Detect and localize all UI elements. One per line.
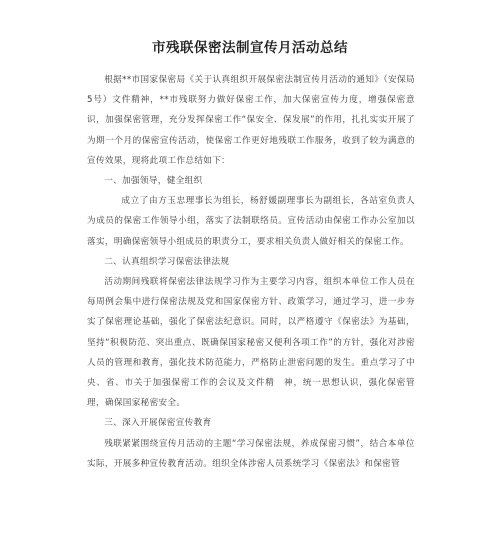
section-3-paragraph: 残联紧紧围绕宣传月活动的主题“学习保密法规，养成保密习惯”，结合本单位实际，开展多种宣传教育活动。组织全体涉密人员系统学习《保密法》和保密管 — [87, 438, 415, 469]
section-2-paragraph: 活动期间残联将保密法律法规学习作为主要学习内容，组织本单位工作人员在每周例会集中进行保密法规及党和国家保密方针、政策学习，通过学习，进一步夯实了保密理论基础，强化了保密法纪意识。同时，以严格遵守《保密法》为基础，坚持“积极防范、突出重点、既确保国家秘密又便利各项工作”的方针，强化对涉密人员的管理和教育，强化技术防范能力，严格防止泄密问题的发生。重点学习了中央、省、市关于加强保密工作的会议及文件精 神，统一思想认识，强化保密管理，确保国家秘密安全。 — [87, 277, 415, 409]
section-1-paragraph: 成立了由方玉忠理事长为组长，杨舒媛副理事长为副组长，各站室负责人为成员的保密工作领导小组，落实了法制联络员。宣传活动由保密工作办公室加以落实，明确保密领导小组成员的职责分工，要求相关负责人做好相关的保密工作。 — [87, 196, 415, 247]
document-title: 市残联保密法制宣传月活动总结 — [152, 40, 348, 56]
section-heading-3: 三、深入开展保密宣传教育 — [104, 418, 212, 429]
document-body — [87, 70, 415, 474]
intro-paragraph: 根据**市国家保密局《关于认真组织开展保密法制宣传月活动的通知》（安保局5号）文件精神，**市残联努力做好保密工作，加大保密宣传力度，增强保密意识，加强保密管理，充分发挥保密工作“保安全、保发展”的作用，扎扎实实开展了为期一个月的保密宣传活动，使保密工作更好地残联工作服务，收到了较为满意的宣传效果，现将此项工作总结如下： — [87, 75, 415, 166]
section-heading-2: 二、认真组织学习保密法律法规 — [104, 256, 230, 267]
section-heading-1: 一、加强领导，健全组织 — [104, 176, 203, 187]
